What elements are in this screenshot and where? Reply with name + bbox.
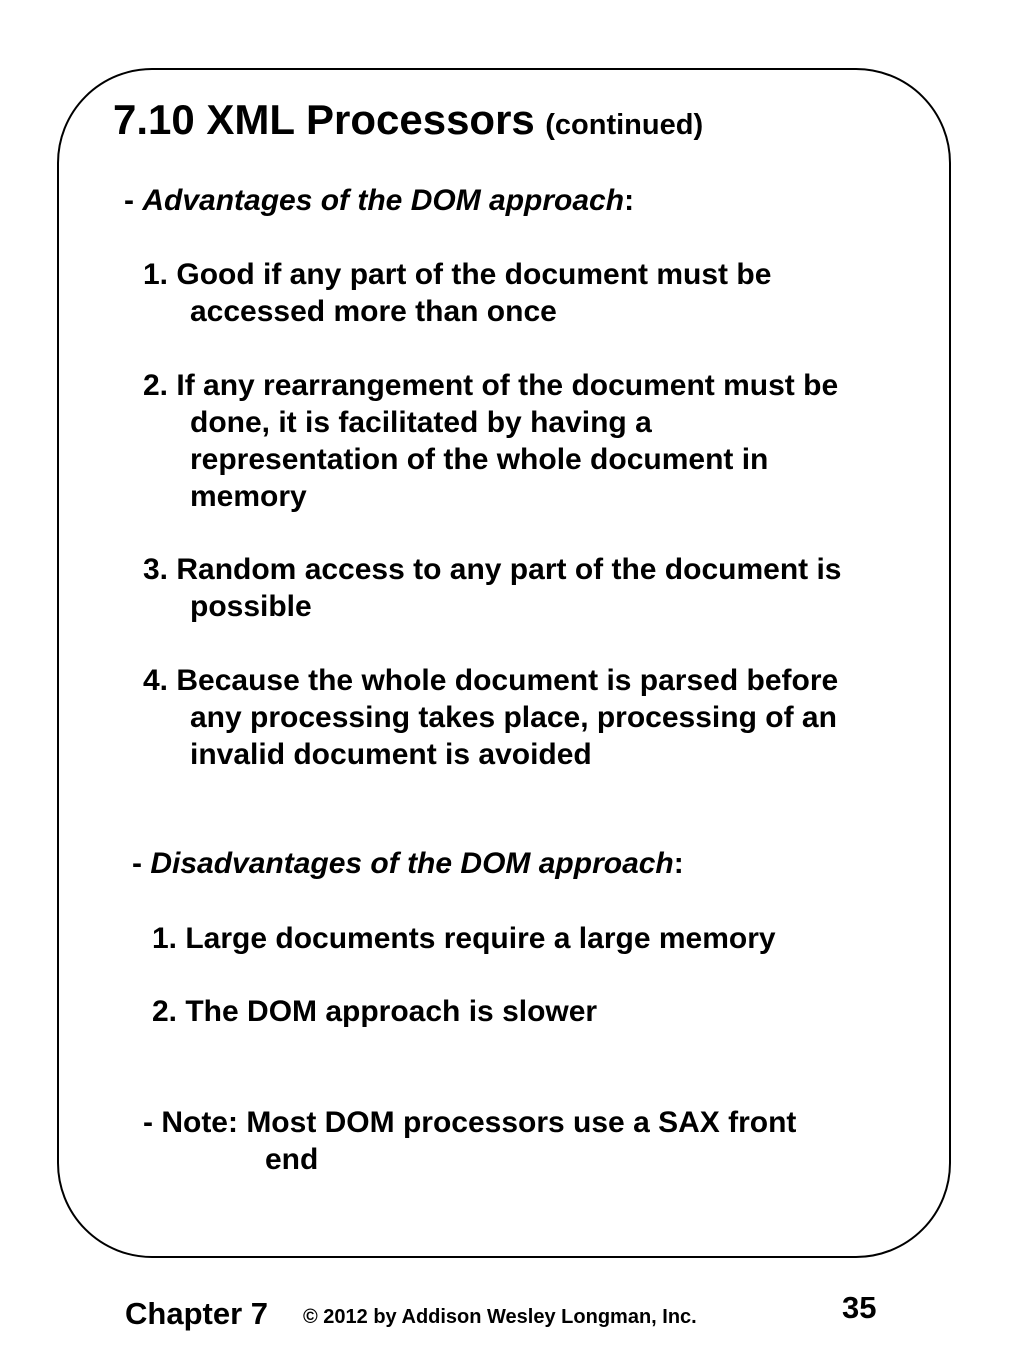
disadvantages-heading	[132, 845, 684, 882]
slide-title	[113, 96, 703, 144]
advantage-item-2-line-1: 2. If any rearrangement of the document must be	[143, 369, 839, 402]
disadvantages-heading-text: Disadvantages of the DOM approach	[150, 847, 674, 880]
advantage-item-2-line-4: memory	[190, 480, 307, 513]
advantage-item-1-line-2: accessed more than once	[190, 295, 557, 328]
disadvantages-dash: -	[132, 847, 151, 880]
footer-copyright: © 2012 by Addison Wesley Longman, Inc.	[303, 1306, 697, 1328]
advantage-item-1-line-1: 1. Good if any part of the document must be	[143, 258, 772, 291]
title-main: 7.10 XML Processors	[113, 96, 535, 143]
footer-chapter: Chapter 7	[125, 1296, 268, 1331]
note-line-1: - Note: Most DOM processors use a SAX front	[143, 1106, 797, 1139]
advantages-colon: :	[624, 184, 635, 217]
advantage-item-3-line-2: possible	[190, 590, 312, 623]
advantages-dash: -	[124, 184, 143, 217]
footer-page-number: 35	[842, 1290, 877, 1325]
advantage-item-2-line-2: done, it is facilitated by having a	[190, 406, 652, 439]
advantage-item-4-line-1: 4. Because the whole document is parsed before	[143, 664, 839, 697]
note-line-2: end	[265, 1143, 319, 1176]
advantage-item-3-line-1: 3. Random access to any part of the document is	[143, 553, 842, 586]
disadvantage-item-1-line-1: 1. Large documents require a large memory	[152, 922, 776, 955]
advantage-item-2-line-3: representation of the whole document in	[190, 443, 769, 476]
disadvantage-item-2-line-1: 2. The DOM approach is slower	[152, 995, 598, 1028]
advantage-item-4-line-2: any processing takes place, processing of an	[190, 701, 837, 734]
advantage-item-4-line-3: invalid document is avoided	[190, 738, 592, 771]
title-suffix: (continued)	[545, 109, 704, 141]
advantages-heading	[124, 182, 634, 219]
advantages-heading-text: Advantages of the DOM approach	[142, 184, 625, 217]
disadvantages-colon: :	[673, 847, 684, 880]
